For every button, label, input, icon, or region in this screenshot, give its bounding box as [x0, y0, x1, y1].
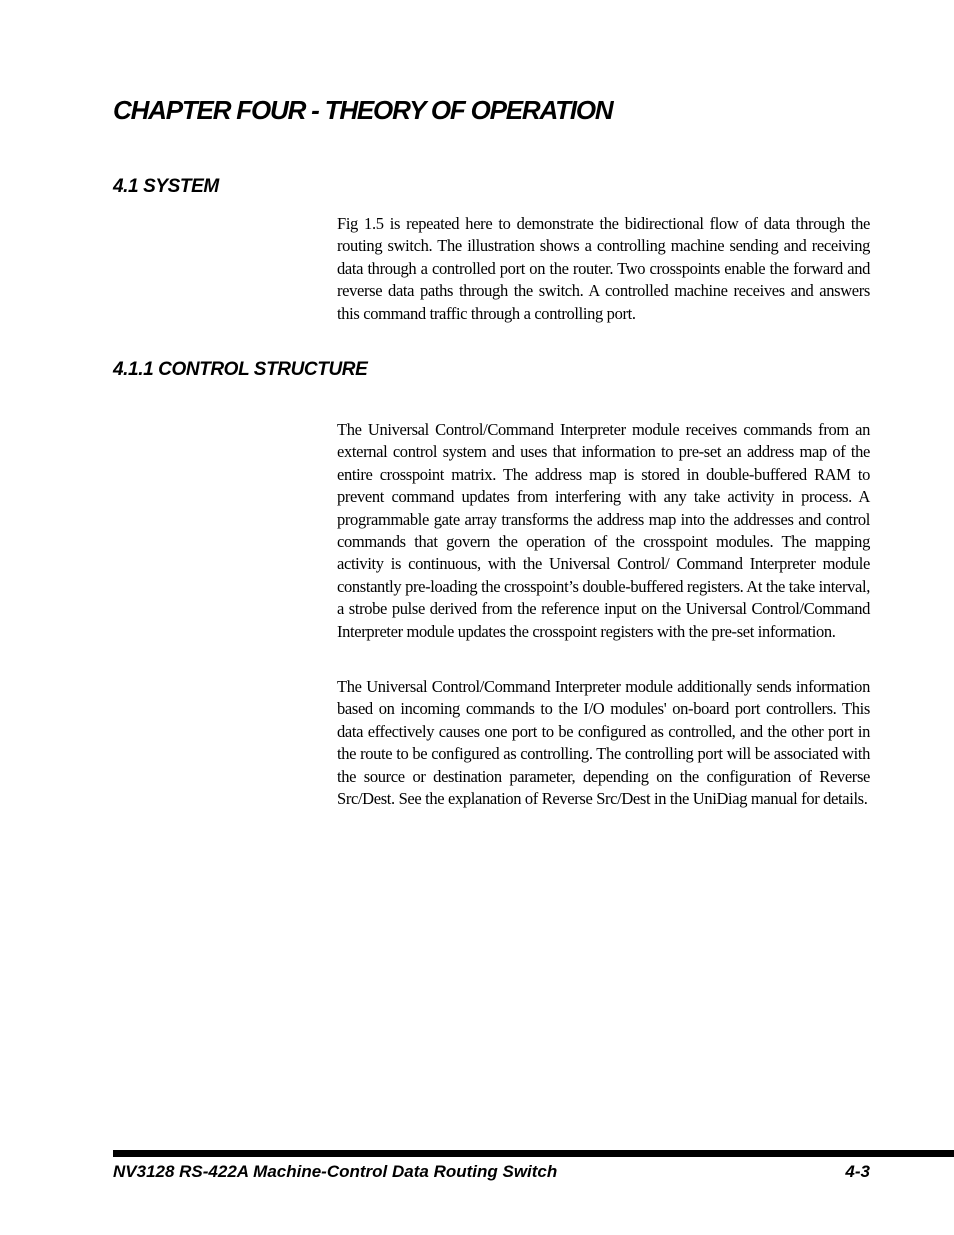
chapter-title: CHAPTER FOUR - THEORY OF OPERATION	[113, 95, 613, 125]
footer-rule	[113, 1150, 954, 1157]
section-heading-control-structure: 4.1.1 CONTROL STRUCTURE	[113, 359, 368, 380]
control-structure-paragraph-2: The Universal Control/Command Interpreter module additionally sends information based on incoming commands to the I/O modules' on-board port controllers. This data effectively causes one port to be configured as controlled, and the other port in the route to be configured as controlling. The controlling port will be associated with the source or destination parameter, depending on the configuration of Reverse Src/Dest. See the explanation of Reverse Src/Dest in the UniDiag manual for details.	[337, 677, 870, 809]
section-heading-system: 4.1 SYSTEM	[113, 176, 219, 197]
control-structure-paragraph-1: The Universal Control/Command Interpreter module receives commands from an external control system and uses that information to pre-set an address map of the entire crosspoint matrix. The address map is stored in double-buffered RAM to prevent command updates from interfering with any take activity in process. A programmable gate array transforms the address map into the addresses and control commands that govern the operation of the crosspoint modules. The mapping activity is continuous, with the Universal Control/ Command Interpreter module constantly pre-loading the crosspoint’s double-buffered registers. At the take interval, a strobe pulse derived from the reference input on the Universal Control/Command Interpreter module updates the crosspoint registers with the pre-set information.	[337, 420, 870, 641]
footer-document-title: NV3128 RS-422A Machine-Control Data Routing Switch	[113, 1162, 558, 1181]
footer-page-number: 4-3	[845, 1162, 870, 1181]
system-paragraph: Fig 1.5 is repeated here to demonstrate the bidirectional flow of data through the routing switch. The illustration shows a controlling machine sending and receiving data through a controlled port on the router. Two crosspoints enable the forward and reverse data paths through the switch. A controlled machine receives and answers this command traffic through a controlling port.	[337, 214, 870, 323]
